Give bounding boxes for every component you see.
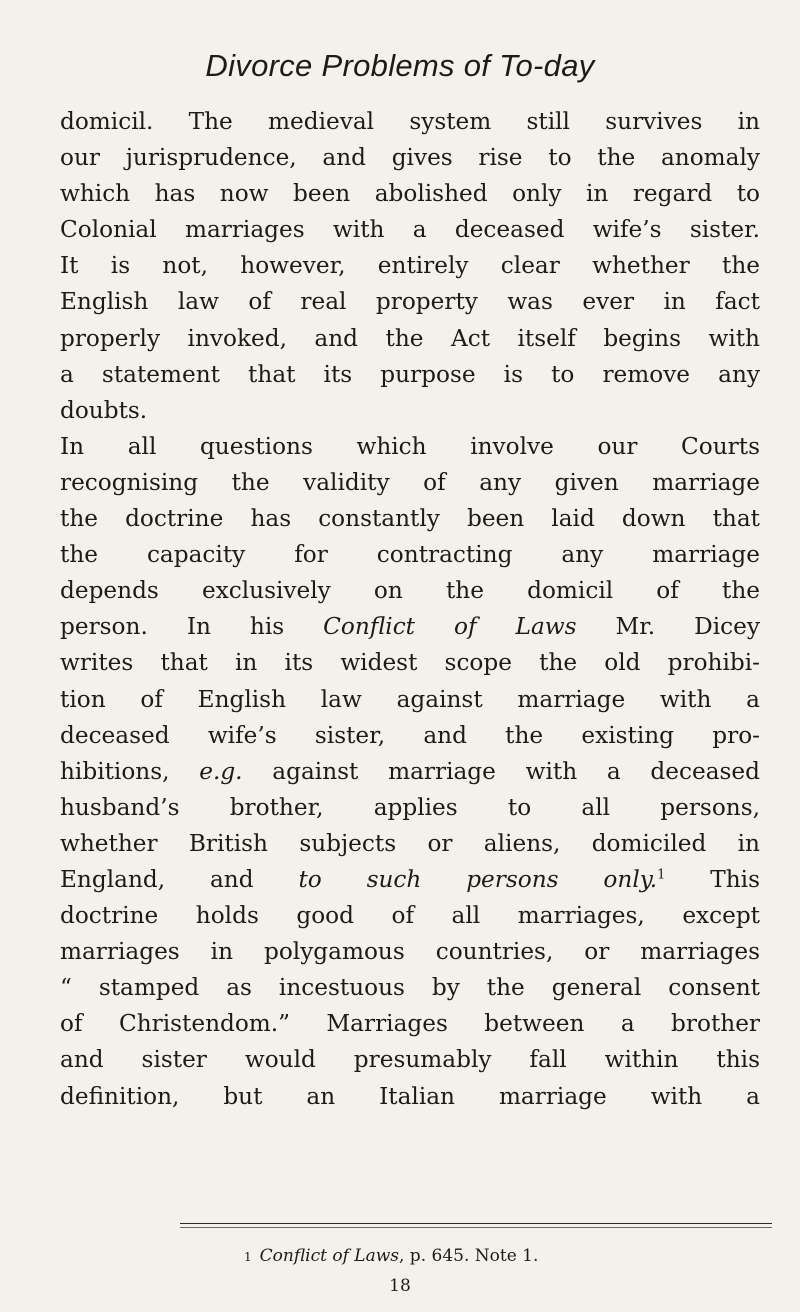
text-line: recognising the validity of any given marriage [60,468,760,496]
italic-phrase: to such persons only. [298,865,658,893]
body-text [60,104,760,1115]
text-line: marriages in polygamous countries, or marriages [60,938,760,966]
text-line: husband’s brother, applies to all persons, [60,793,760,821]
text-line: definition, but an Italian marriage with a [60,1082,760,1110]
text-line: deceased wife’s sister, and the existing pro- [60,721,760,749]
text-line: In all questions which involve our Courts [60,432,760,460]
footnote-rule [180,1223,772,1224]
text-line: writes that in its widest scope the old prohibi- [60,649,760,677]
text-line: the capacity for contracting any marriage [60,541,760,569]
text-line: whether British subjects or aliens, domiciled in [60,829,760,857]
text-line: which has now been abolished only in regard to [60,180,760,208]
text-line: It is not, however, entirely clear whether the [60,252,760,280]
text-line: “ stamped as incestuous by the general consent [60,974,760,1002]
text-line: our jurisprudence, and gives rise to the anomaly [60,144,760,172]
footnote [244,1246,538,1266]
text-line: person. In his Conflict of Laws Mr. Dicey [60,613,760,641]
text-line: England, and to such persons only.$^1$ This [60,865,760,893]
page-number: 18 [389,1276,411,1296]
text-line: doubts. [60,396,148,424]
footnote-reference[interactable]: 1 [657,867,666,883]
text-line: a statement that its purpose is to remove any [60,360,760,388]
footnote-rule-inner [180,1227,772,1228]
footnote-title: Conflict of Laws [259,1246,399,1266]
running-head: Divorce Problems of To-day [205,48,595,83]
text-line: the doctrine has constantly been laid down that [60,505,760,533]
footnote-text: , p. 645. Note 1. [399,1246,539,1266]
text-line: properly invoked, and the Act itself begins with [60,324,760,352]
text-line: English law of real property was ever in fact [60,288,760,316]
text-line: tion of English law against marriage with a [60,685,760,713]
footnote-number: 1 [244,1250,252,1264]
text-line: and sister would presumably fall within this [60,1046,760,1074]
text-line: of Christendom.” Marriages between a brother [60,1010,760,1038]
text-line: doctrine holds good of all marriages, except [60,902,760,930]
italic-abbrev: e.g. [199,757,243,785]
text-line: Colonial marriages with a deceased wife’s sister. [60,216,760,244]
text-line: domicil. The medieval system still survives in [60,108,760,135]
text-line: hibitions, e.g. against marriage with a deceased [60,757,760,785]
italic-title: Conflict of Laws [323,613,577,641]
text-line: depends exclusively on the domicil of the [60,577,760,605]
